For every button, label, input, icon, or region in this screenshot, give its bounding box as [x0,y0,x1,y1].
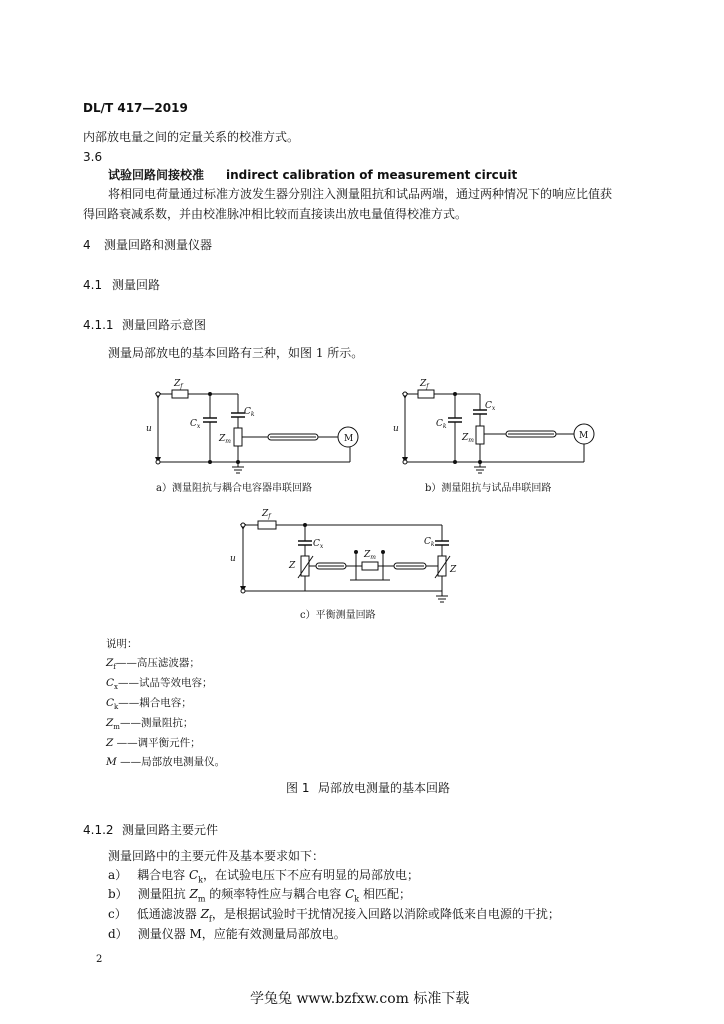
circuit-c-u-label: u [230,554,236,564]
legend-symbol: M [106,756,117,768]
legend-text: ——试品等效电容； [118,677,213,689]
clause-3-6-para-line2: 得回路衰减系数，并由校准脉冲相比较而直接读出放电量值得校准方式。 [83,207,468,221]
circuit-c-z-left [301,556,309,576]
section-4-1-number: 4.1 [83,278,103,292]
requirement-text: 耦合电容 [137,868,189,882]
legend-item [106,716,193,734]
requirement-symbol-sub: k [198,875,204,885]
requirement-symbol-sub: m [197,894,206,904]
caption-b: b）测量阻抗与试品串联回路 [425,483,552,494]
legend-item [106,676,213,694]
legend-symbol-sub: k [114,703,119,712]
circuit-b-u-label: u [393,424,399,434]
circuit-b-zf-label: $Z_f$ [420,379,429,390]
section-4-1-2-title: 测量回路主要元件 [122,823,219,837]
circuit-b [403,390,594,473]
circuit-a-zf-label: $Z_f$ [174,379,183,390]
requirement-marker: d） [108,927,128,941]
clause-3-6-title-en: indirect calibration of measurement circuit [226,168,518,182]
requirement-text-end: ，是根据试验时干扰情况接入回路以消除或降低来自电源的干扰； [211,907,560,921]
circuit-c-zf-resistor [258,521,276,529]
circuit-b-zm [476,426,484,444]
requirement-item [108,926,346,942]
circuit-a-ck-label: $C_k$ [244,407,255,418]
requirement-text-end: 相匹配； [359,887,411,901]
requirement-symbol: C [188,868,199,882]
circuit-b-cx-label: $C_x$ [485,401,496,412]
circuit-c-labels [230,509,457,575]
watermark: 学兔兔 www.bzfxw.com 标准下载 [250,991,470,1007]
circuit-c-cx-label: $C_x$ [313,539,324,550]
legend-text: ——局部放电测量仪。 [116,756,226,768]
page-number: 2 [96,954,103,965]
circuit-a-zm [234,428,242,446]
requirement-symbol: Z [200,907,209,921]
legend-text: ——高压滤波器； [115,657,200,669]
legend-item [106,736,201,754]
caption-a: a）测量阻抗与耦合电容器串联回路 [156,483,312,494]
legend-item [106,755,225,773]
section-4-1-2-intro: 测量回路中的主要元件及基本要求如下： [108,849,325,863]
requirement-marker: b） [108,887,128,901]
caption-c: c）平衡测量回路 [300,610,376,621]
clause-3-6-title-cn: 试验回路间接校准 [108,168,205,182]
section-4-number: 4 [83,238,91,252]
figure-title-number: 图 1 [286,781,310,795]
circuit-b-ck-label: $C_k$ [436,419,447,430]
section-4-title: 测量回路和测量仪器 [104,238,213,252]
circuit-a-m-label: M [344,434,354,444]
legend-symbol-sub: f [113,663,116,672]
requirement-text-end: ，在试验电压下不应有明显的局部放电； [203,868,420,882]
section-4-1-1-title: 测量回路示意图 [122,318,207,332]
requirement-symbol-2: C [345,887,355,901]
continued-line: 内部放电量之间的定量关系的校准方式。 [83,130,300,144]
requirement-symbol: Z [189,887,198,901]
standard-number: DL/T 417—2019 [83,101,188,115]
figure-title: 局部放电测量的基本回路 [318,781,451,795]
section-4-1-2-number: 4.1.2 [83,823,114,837]
circuit-c [241,521,450,602]
legend-symbol: C [106,697,115,709]
clause-3-6-para-line1: 将相同电荷量通过标准方波发生器分别注入测量阻抗和试品两端，通过两种情况下的响应比值获 [108,187,613,201]
figure-1-diagrams [0,370,724,630]
requirement-marker: a） [108,868,128,882]
legend-symbol: Z [106,657,114,669]
circuit-b-m-label: M [579,431,589,441]
legend-symbol-sub: x [114,683,118,692]
circuit-a-zf-resistor [172,390,188,398]
circuit-c-z-right [438,556,446,576]
requirement-item [108,886,411,907]
legend-item [106,656,200,674]
requirement-text: 低通滤波器 [136,907,201,921]
requirement-text: 测量仪器 M，应能有效测量局部放电。 [137,927,346,941]
legend-symbol-sub: m [113,723,120,732]
circuit-c-z-right-label: Z [450,565,457,575]
circuit-a [156,390,358,473]
circuit-b-zm-label: $Z_m$ [462,433,474,444]
legend-symbol: Z [106,717,114,729]
requirement-marker: c） [108,907,127,921]
legend-text: ——耦合电容； [118,697,192,709]
requirement-symbol-2-sub: k [354,894,360,904]
circuit-b-zf-resistor [418,390,434,398]
legend-symbol: Z [106,737,114,749]
legend-text: ——测量阻抗； [119,717,194,729]
legend-item [106,696,192,714]
section-4-1-title: 测量回路 [112,278,161,292]
requirement-symbol-sub: f [208,914,212,924]
requirement-text: 测量阻抗 [137,887,190,901]
circuit-c-zf-label: $Z_f$ [262,509,271,520]
legend-text: ——调平衡元件； [113,737,201,749]
circuit-c-z-left-label: Z [289,561,296,571]
section-4-1-1-intro: 测量局部放电的基本回路有三种，如图 1 所示。 [108,346,364,360]
section-4-1-1-number: 4.1.1 [83,318,114,332]
circuit-a-u-label: u [146,424,152,434]
circuit-a-cx-label: $C_x$ [190,419,201,430]
legend-symbol: C [106,677,115,689]
legend-title: 说明： [106,638,138,650]
requirement-text-mid: 的频率特性应与耦合电容 [205,887,346,901]
circuit-c-zm-label: $Z_m$ [364,550,376,561]
circuit-c-zm [362,562,378,570]
circuit-c-ck-label: $C_k$ [424,537,435,548]
requirement-item [108,906,560,927]
clause-3-6-number: 3.6 [83,150,103,164]
circuit-a-zm-label: $Z_m$ [219,434,231,445]
circuit-a-labels [146,379,353,445]
